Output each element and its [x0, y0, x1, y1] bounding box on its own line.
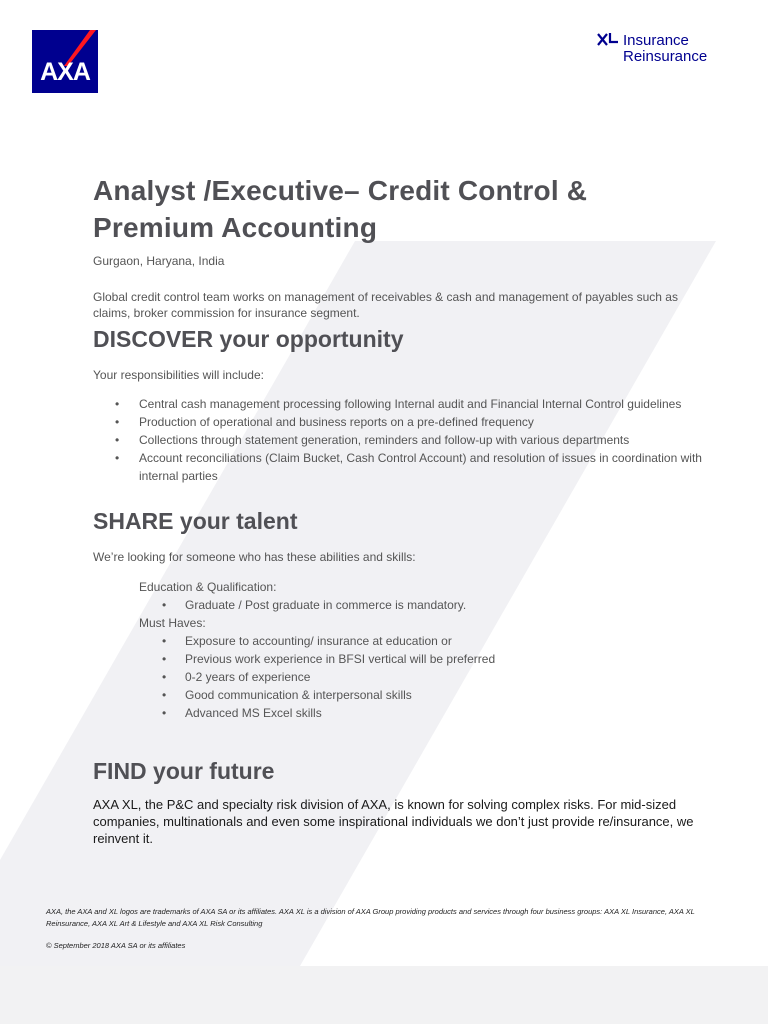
xl-logo-insurance: Insurance: [623, 32, 689, 49]
copyright-notice: © September 2018 AXA SA or its affiliates: [46, 941, 186, 950]
footer: [46, 906, 706, 952]
future-heading: FIND your future: [93, 758, 275, 784]
axa-logo: [32, 30, 98, 93]
share-heading: SHARE your talent: [93, 508, 298, 534]
education-list: [93, 596, 703, 614]
list-item: • Account reconciliations (Claim Bucket, Cash Control Account) and resolution of issues in coordination with internal parties: [93, 449, 703, 485]
axa-logo-text: AXA: [40, 58, 90, 86]
job-location: Gurgaon, Haryana, India: [93, 254, 225, 268]
list-item: • Good communication & interpersonal skills: [93, 686, 703, 704]
discover-heading: DISCOVER your opportunity: [93, 326, 404, 352]
education-label: Education & Qualification:: [139, 580, 277, 594]
list-item: • Central cash management processing following Internal audit and Financial Internal Control guidelines: [93, 395, 703, 413]
xl-logo-reinsurance: Reinsurance: [623, 48, 708, 65]
responsibilities-lead: Your responsibilities will include:: [93, 368, 264, 382]
skills-lead: We’re looking for someone who has these abilities and skills:: [93, 550, 416, 564]
future-paragraph: AXA XL, the P&C and specialty risk division of AXA, is known for solving complex risks. For mid-sized companies, multinationals and even some inspirational individuals we don’t just provide re/insurance, we reinvent it.: [93, 797, 694, 846]
xl-mark-icon: [597, 32, 619, 48]
trademark-notice: AXA, the AXA and XL logos are trademarks of AXA SA or its affiliates. AXA XL is a division of AXA Group providing products and services through four business groups: AXA XL Insurance, AXA XL Reinsurance, AXA XL Art & Lifestyle and AXA XL Risk Consulting: [46, 907, 695, 928]
job-posting: [93, 172, 703, 847]
must-haves-label: Must Haves:: [139, 616, 206, 630]
list-item: • Collections through statement generation, reminders and follow-up with various departments: [93, 431, 703, 449]
must-haves-list: [93, 632, 703, 722]
page-bottom-margin: [0, 966, 768, 1024]
list-item: • Production of operational and business reports on a pre-defined frequency: [93, 413, 703, 431]
responsibilities-list: [93, 395, 703, 485]
intro-paragraph: Global credit control team works on management of receivables & cash and management of payables such as claims, broker commission for insurance segment.: [93, 290, 678, 320]
list-item: • Advanced MS Excel skills: [93, 704, 703, 722]
page-title: Analyst /Executive– Credit Control & Premium Accounting: [93, 175, 588, 243]
list-item: • Graduate / Post graduate in commerce is mandatory.: [93, 596, 703, 614]
list-item: • Exposure to accounting/ insurance at education or: [93, 632, 703, 650]
list-item: • Previous work experience in BFSI vertical will be preferred: [93, 650, 703, 668]
list-item: • 0-2 years of experience: [93, 668, 703, 686]
